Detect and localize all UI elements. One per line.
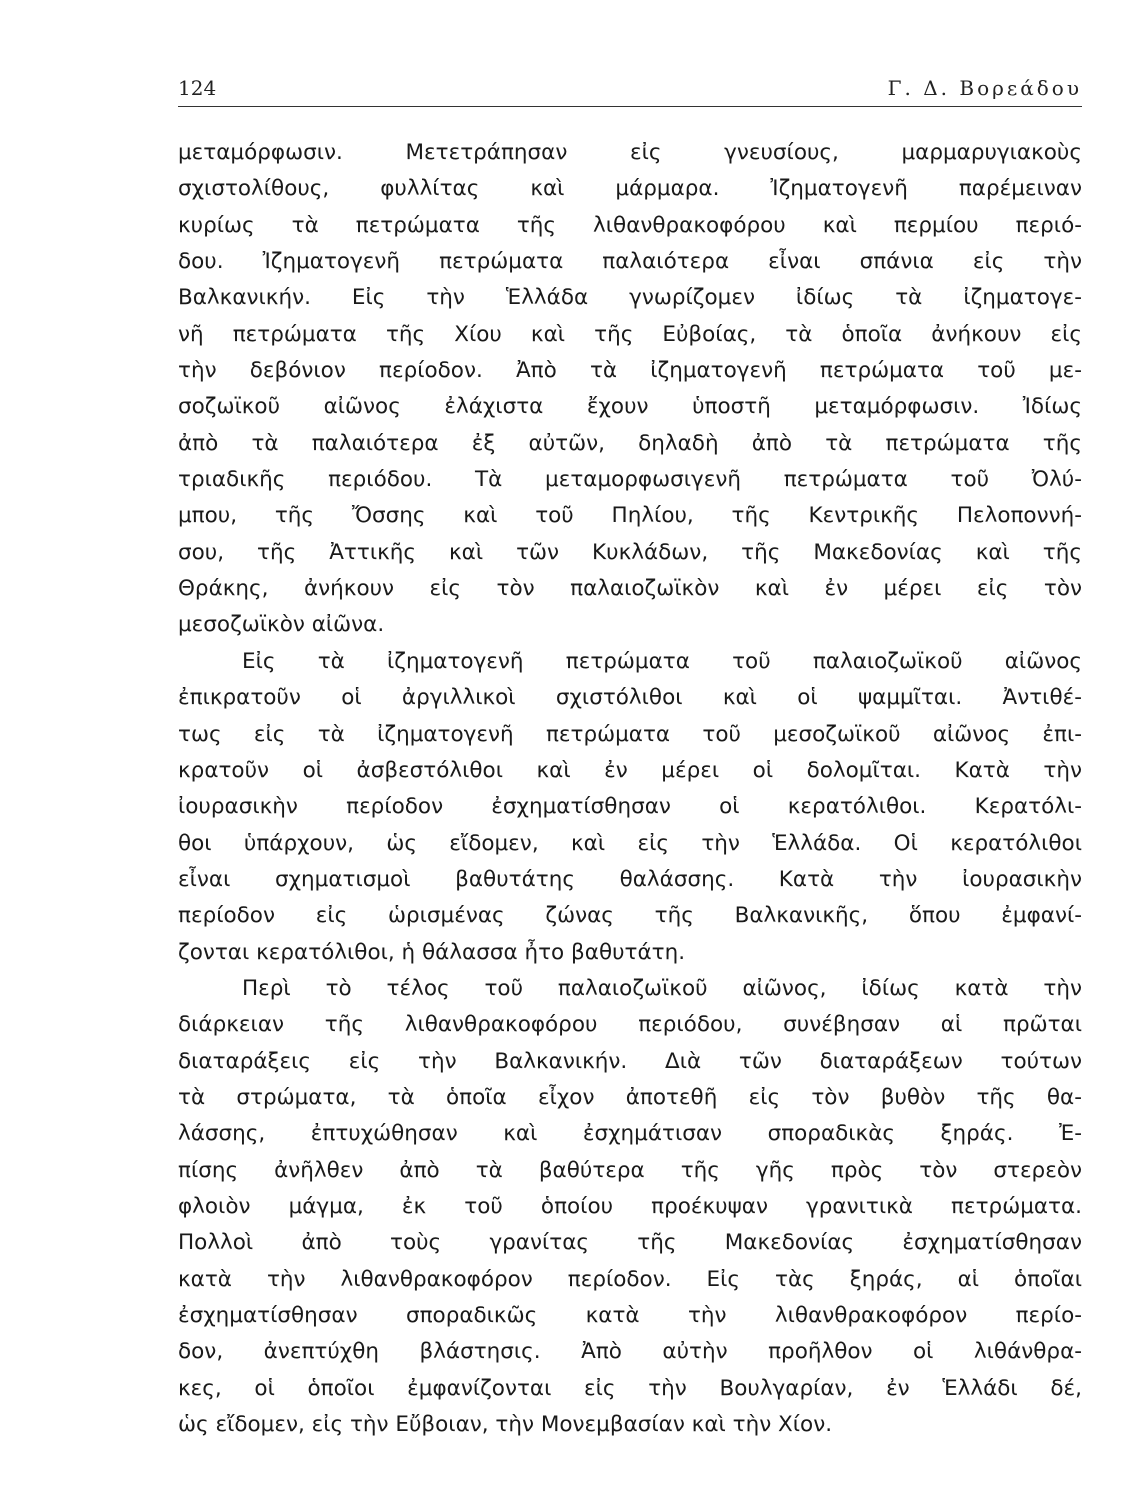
page-number: 124 (178, 76, 217, 100)
text-line: Εἰς τὰ ἰζηματογενῆ πετρώματα τοῦ παλαιοζωϊκοῦ αἰῶνος (242, 648, 1082, 674)
body-text (178, 135, 1082, 1443)
text-line: διαταράξεις εἰς τὴν Βαλκανικήν. Διὰ τῶν διαταράξεων τούτων (178, 1048, 1082, 1074)
text-line: τὴν δεβόνιον περίοδον. Ἀπὸ τὰ ἰζηματογενῆ πετρώματα τοῦ με- (178, 358, 1082, 384)
text-line: Περὶ τὸ τέλος τοῦ παλαιοζωϊκοῦ αἰῶνος, ἰδίως κατὰ τὴν (242, 975, 1082, 1001)
text-line: εἶναι σχηματισμοὶ βαθυτάτης θαλάσσης. Κατὰ τὴν ἰουρασικὴν (178, 866, 1082, 892)
text-line: σου, τῆς Ἀττικῆς καὶ τῶν Κυκλάδων, τῆς Μακεδονίας καὶ τῆς (178, 539, 1082, 565)
text-line: θοι ὑπάρχουν, ὡς εἴδομεν, καὶ εἰς τὴν Ἑλλάδα. Οἱ κερατόλιθοι (178, 830, 1082, 856)
text-line: ἐσχηματίσθησαν σποραδικῶς κατὰ τὴν λιθανθρακοφόρον περίο- (178, 1303, 1082, 1328)
text-line: πίσης ἀνῆλθεν ἀπὸ τὰ βαθύτερα τῆς γῆς πρὸς τὸν στερεὸν (178, 1157, 1082, 1183)
text-line: τως εἰς τὰ ἰζηματογενῆ πετρώματα τοῦ μεσοζωϊκοῦ αἰῶνος ἐπι- (178, 721, 1082, 747)
text-line: μπου, τῆς Ὄσσης καὶ τοῦ Πηλίου, τῆς Κεντρικῆς Πελοποννή- (178, 503, 1082, 529)
paragraph-3 (178, 971, 1082, 1443)
paragraph-1 (178, 135, 1082, 644)
text-line: ζονται κερατόλιθοι, ἡ θάλασσα ἦτο βαθυτάτη. (178, 939, 686, 965)
text-line: κες, οἱ ὁποῖοι ἐμφανίζονται εἰς τὴν Βουλγαρίαν, ἐν Ἑλλάδι δέ, (178, 1375, 1082, 1401)
text-line: Βαλκανικήν. Εἰς τὴν Ἑλλάδα γνωρίζομεν ἰδίως τὰ ἰζηματογε- (178, 285, 1082, 311)
text-line: ὡς εἴδομεν, εἰς τὴν Εὔβοιαν, τὴν Μονεμβασίαν καὶ τὴν Χίον. (178, 1412, 833, 1438)
running-head: Γ. Δ. Βορεάδου (887, 76, 1082, 100)
text-line: ἰουρασικὴν περίοδον ἐσχηματίσθησαν οἱ κερατόλιθοι. Κερατόλι- (178, 794, 1082, 820)
text-line: τὰ στρώματα, τὰ ὁποῖα εἶχον ἀποτεθῆ εἰς τὸν βυθὸν τῆς θα- (178, 1084, 1082, 1110)
text-line: ἀπὸ τὰ παλαιότερα ἐξ αὐτῶν, δηλαδὴ ἀπὸ τὰ πετρώματα τῆς (178, 430, 1082, 456)
text-line: νῆ πετρώματα τῆς Χίου καὶ τῆς Εὐβοίας, τὰ ὁποῖα ἀνήκουν εἰς (178, 321, 1082, 347)
text-line: μεταμόρφωσιν. Μετετράπησαν εἰς γνευσίους, μαρμαρυγιακοὺς (178, 140, 1082, 165)
text-line: κρατοῦν οἱ ἀσβεστόλιθοι καὶ ἐν μέρει οἱ δολομῖται. Κατὰ τὴν (178, 757, 1082, 783)
text-line: σχιστολίθους, φυλλίτας καὶ μάρμαρα. Ἰζηματογενῆ παρέμειναν (178, 176, 1082, 202)
text-line: τριαδικῆς περιόδου. Τὰ μεταμορφωσιγενῆ πετρώματα τοῦ Ὀλύ- (178, 467, 1082, 493)
text-line: λάσσης, ἐπτυχώθησαν καὶ ἐσχημάτισαν σποραδικὰς ξηράς. Ἐ- (178, 1121, 1082, 1147)
text-line: Θράκης, ἀνήκουν εἰς τὸν παλαιοζωϊκὸν καὶ ἐν μέρει εἰς τὸν (178, 576, 1082, 602)
text-line: μεσοζωϊκὸν αἰῶνα. (178, 612, 385, 638)
text-line: φλοιὸν μάγμα, ἐκ τοῦ ὁποίου προέκυψαν γρανιτικὰ πετρώματα. (178, 1193, 1082, 1219)
text-line: διάρκειαν τῆς λιθανθρακοφόρου περιόδου, συνέβησαν αἱ πρῶται (178, 1012, 1082, 1038)
text-line: περίοδον εἰς ὡρισμένας ζώνας τῆς Βαλκανικῆς, ὅπου ἐμφανί- (178, 903, 1082, 929)
text-line: σοζωϊκοῦ αἰῶνος ἐλάχιστα ἔχουν ὑποστῆ μεταμόρφωσιν. Ἰδίως (178, 394, 1082, 420)
text-line: ἐπικρατοῦν οἱ ἀργιλλικοὶ σχιστόλιθοι καὶ οἱ ψαμμῖται. Ἀντιθέ- (178, 685, 1082, 711)
page-header (178, 76, 1082, 102)
text-line: κυρίως τὰ πετρώματα τῆς λιθανθρακοφόρου καὶ περμίου περιό- (178, 212, 1082, 238)
header-rule (178, 106, 1082, 107)
text-line: δου. Ἰζηματογενῆ πετρώματα παλαιότερα εἶναι σπάνια εἰς τὴν (178, 249, 1082, 275)
text-line: κατὰ τὴν λιθανθρακοφόρον περίοδον. Εἰς τὰς ξηράς, αἱ ὁποῖαι (178, 1266, 1082, 1292)
paragraph-2 (178, 644, 1082, 971)
text-line: Πολλοὶ ἀπὸ τοὺς γρανίτας τῆς Μακεδονίας ἐσχηματίσθησαν (178, 1230, 1082, 1256)
text-line: δον, ἀνεπτύχθη βλάστησις. Ἀπὸ αὐτὴν προῆλθον οἱ λιθάνθρα- (178, 1339, 1082, 1365)
